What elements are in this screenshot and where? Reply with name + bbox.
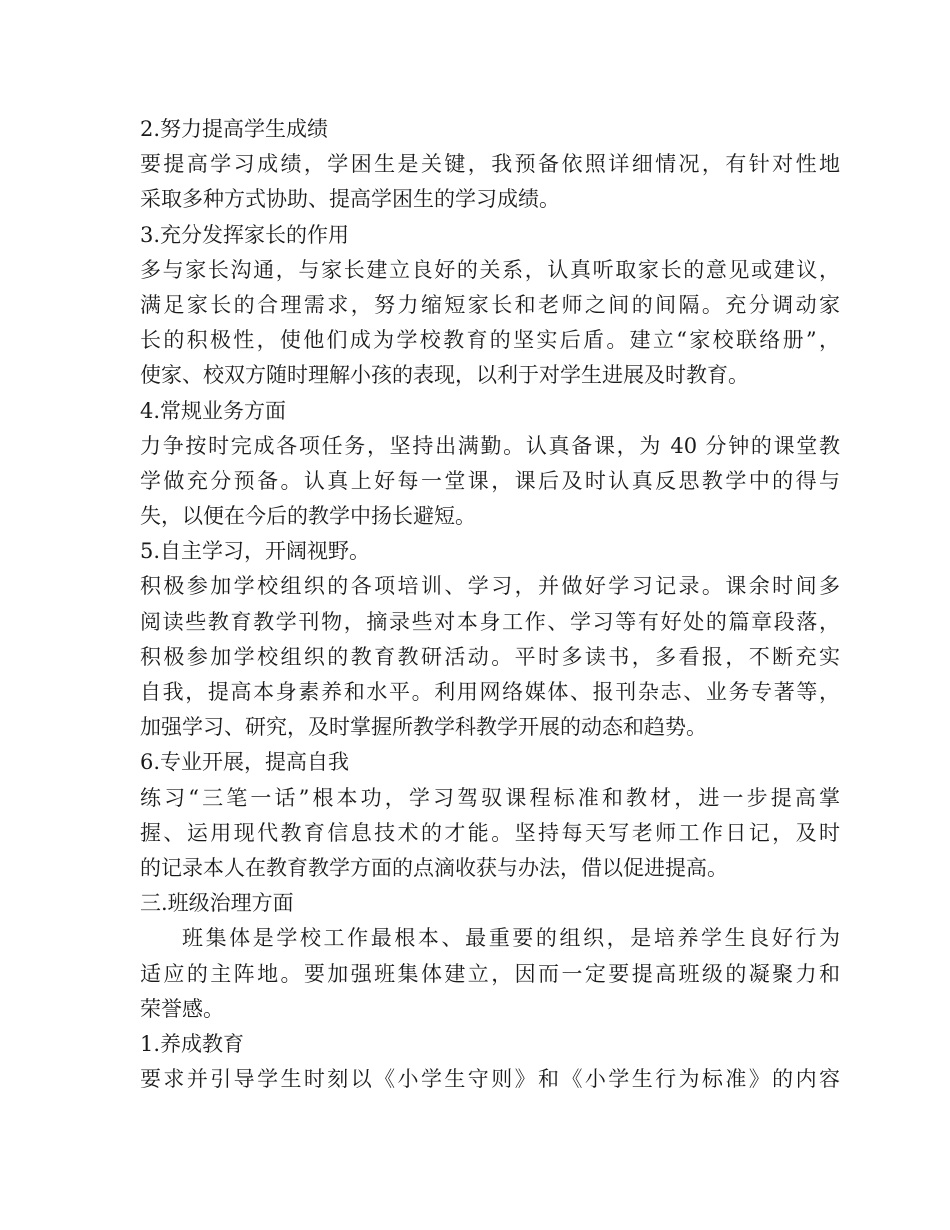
text-line: 6.专业开展，提高自我 bbox=[140, 750, 350, 775]
text-line: 3.充分发挥家长的作用 bbox=[140, 222, 350, 247]
text-line: 握、运用现代教育信息技术的才能。坚持每天写老师工作日记，及时 bbox=[140, 820, 840, 845]
text-line: 班集体是学校工作最根本、最重要的组织，是培养学生良好行为 bbox=[182, 926, 840, 951]
text-line: 5.自主学习，开阔视野。 bbox=[140, 539, 371, 564]
text-line: 荣誉感。 bbox=[140, 996, 224, 1021]
text-line: 学做充分预备。认真上好每一堂课，课后及时认真反思教学中的得与 bbox=[140, 468, 840, 493]
text-line: 力争按时完成各项任务，坚持出满勤。认真备课，为 40 分钟的课堂教 bbox=[140, 433, 840, 458]
text-line: 要提高学习成绩，学困生是关键，我预备依照详细情况，有针对性地 bbox=[140, 152, 840, 177]
text-line: 满足家长的合理需求，努力缩短家长和老师之间的间隔。充分调动家 bbox=[140, 292, 840, 317]
text-line: 的记录本人在教育教学方面的点滴收获与办法，借以促进提高。 bbox=[140, 855, 728, 880]
text-line: 三.班级治理方面 bbox=[140, 891, 294, 916]
text-line: 1.养成教育 bbox=[140, 1031, 245, 1056]
text-line: 长的积极性，使他们成为学校教育的坚实后盾。建立“家校联络册”， bbox=[140, 328, 840, 353]
text-line: 适应的主阵地。要加强班集体建立，因而一定要提高班级的凝聚力和 bbox=[140, 961, 840, 986]
text-line: 4.常规业务方面 bbox=[140, 398, 287, 423]
text-line: 阅读些教育教学刊物，摘录些对本身工作、学习等有好处的篇章段落， bbox=[140, 609, 840, 634]
text-line: 使家、校双方随时理解小孩的表现，以利于对学生进展及时教育。 bbox=[140, 363, 749, 388]
text-line: 采取多种方式协助、提高学困生的学习成绩。 bbox=[140, 187, 560, 212]
text-line: 自我，提高本身素养和水平。利用网络媒体、报刊杂志、业务专著等， bbox=[140, 680, 840, 704]
text-line: 多与家长沟通，与家长建立良好的关系，认真听取家长的意见或建议， bbox=[140, 257, 840, 282]
text-line: 失，以便在今后的教学中扬长避短。 bbox=[140, 504, 476, 529]
text-line: 2.努力提高学生成绩 bbox=[140, 117, 329, 141]
text-line: 要求并引导学生时刻以《小学生守则》和《小学生行为标准》的内容 bbox=[140, 1067, 840, 1092]
text-line: 积极参加学校组织的教育教研活动。平时多读书，多看报，不断充实 bbox=[140, 644, 840, 669]
text-line: 加强学习、研究，及时掌握所教学科教学开展的动态和趋势。 bbox=[140, 715, 707, 740]
text-line: 练习“三笔一话”根本功，学习驾驭课程标准和教材，进一步提高掌 bbox=[140, 785, 840, 810]
text-line: 积极参加学校组织的各项培训、学习，并做好学习记录。课余时间多 bbox=[140, 574, 840, 599]
document-body bbox=[140, 112, 840, 1097]
